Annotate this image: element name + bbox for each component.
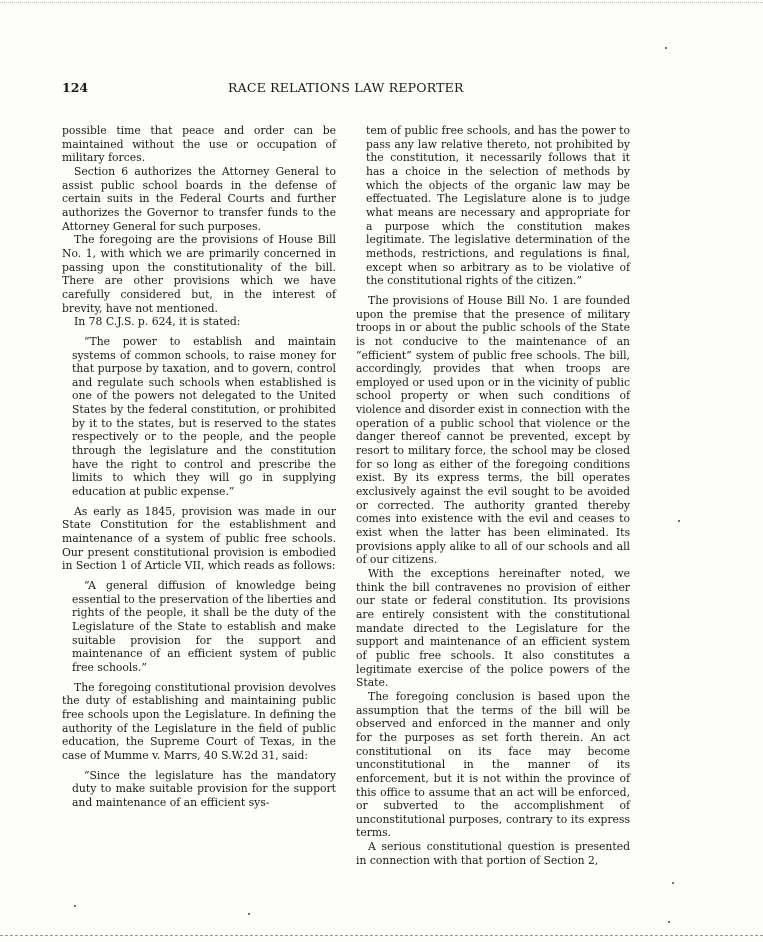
paragraph: A serious constitutional question is presented in connection with that portion of Section 2,	[356, 840, 630, 867]
right-column	[356, 124, 630, 867]
scan-speck	[678, 520, 680, 522]
scan-speck	[665, 47, 667, 49]
scan-speck	[248, 913, 250, 915]
scan-speck	[74, 905, 76, 907]
left-column	[62, 124, 336, 810]
paragraph: The foregoing conclusion is based upon the assumption that the terms of the bill will be observed and enforced in the manner and only for the purposes as set forth therein. An act constitutional on its face may become unconstitutional in the manner of its enforcement, but it is not within the province of this office to assume that an act will be enforced, or subverted to the accomplishment of unconstitutional purposes, contrary to its express terms.	[356, 689, 630, 840]
scan-speck	[668, 921, 670, 923]
scan-edge-top	[0, 2, 763, 3]
page-number: 124	[62, 80, 89, 95]
paragraph: In 78 C.J.S. p. 624, it is stated:	[74, 315, 241, 329]
block-quote: “A general diffusion of knowledge being essential to the preservation of the liberties and rights of the people, it shall be the duty of the Legislature of the State to establish and make suitable provision for the support and maintenance of an efficient system of public free schools.”	[72, 579, 336, 674]
block-quote: “The power to establish and maintain systems of common schools, to raise money for that purpose by taxation, and to govern, control and regulate such schools when established is one of the powers not delegated to the United States by the federal constitution, or prohibited by it to the states, but is reserved to the states respectively or to the people, and the people through the legislature and the constitution have the right to control and prescribe the limits to which they will go in supplying education at public expense.”	[72, 334, 336, 499]
paragraph: The foregoing are the provisions of House Bill No. 1, with which we are primarily concerned in passing upon the constitutionality of the bill. There are other provisions which we have carefully considered but, in the interest of brevity, have not mentioned.	[62, 233, 336, 315]
running-title: RACE RELATIONS LAW REPORTER	[228, 80, 464, 95]
paragraph: With the exceptions hereinafter noted, we think the bill contravenes no provision of either our state or federal constitution. Its provisions are entirely consistent with the constitutional mandate directed to the Legislature for the support and maintenance of an efficient system of public free schools. It also constitutes a legitimate exercise of the police powers of the State.	[356, 567, 630, 690]
paragraph: The provisions of House Bill No. 1 are founded upon the premise that the presence of military troops in or about the public schools of the State is not conducive to the maintenance of an “efficient” system of public free schools. The bill, accordingly, provides that when troops are employed or used upon or in the vicinity of public school property or when such conditions of violence and disorder exist in connection with the operation of a public school that violence or the danger thereof cannot be prevented, except by resort to military force, the school may be closed for so long as either of the foregoing conditions exist. By its express terms, the bill operates exclusively against the evil sought to be avoided or corrected. The authority granted thereby comes into existence with the evil and ceases to exist when the latter has been eliminated. Its provisions apply alike to all of our schools and all of our citizens.	[356, 293, 630, 567]
paragraph: As early as 1845, provision was made in our State Constitution for the establishment and maintenance of a system of public free schools. Our present constitutional provision is embodied in Section 1 of Article VII, which reads as follows:	[62, 504, 336, 573]
page-header	[62, 80, 632, 96]
paragraph: The foregoing constitutional provision devolves the duty of establishing and maintaining public free schools upon the Legislature. In defining the authority of the Legislature in the field of public education, the Supreme Court of Texas, in the case of Mumme v. Marrs, 40 S.W.2d 31, said:	[62, 680, 336, 762]
scan-edge-bottom	[0, 935, 763, 936]
paragraph: possible time that peace and order can be maintained without the use or occupation of military forces.	[62, 124, 336, 165]
scan-speck	[672, 882, 674, 884]
block-quote: “Since the legislature has the mandatory duty to make suitable provision for the support and maintenance of an efficient sys-	[72, 768, 336, 809]
paragraph: Section 6 authorizes the Attorney General to assist public school boards in the defense of certain suits in the Federal Courts and further authorizes the Governor to transfer funds to the Attorney General for such purposes.	[62, 164, 336, 233]
block-quote: tem of public free schools, and has the power to pass any law relative thereto, not prohibited by the constitution, it necessarily follows that it has a choice in the selection of methods by which the objects of the organic law may be effectuated. The Legislature alone is to judge what means are necessary and appropriate for a purpose which the constitution makes legitimate. The legislative determination of the methods, restrictions, and regulations is final, except when so arbitrary as to be violative of the constitutional rights of the citizen.”	[366, 124, 630, 288]
